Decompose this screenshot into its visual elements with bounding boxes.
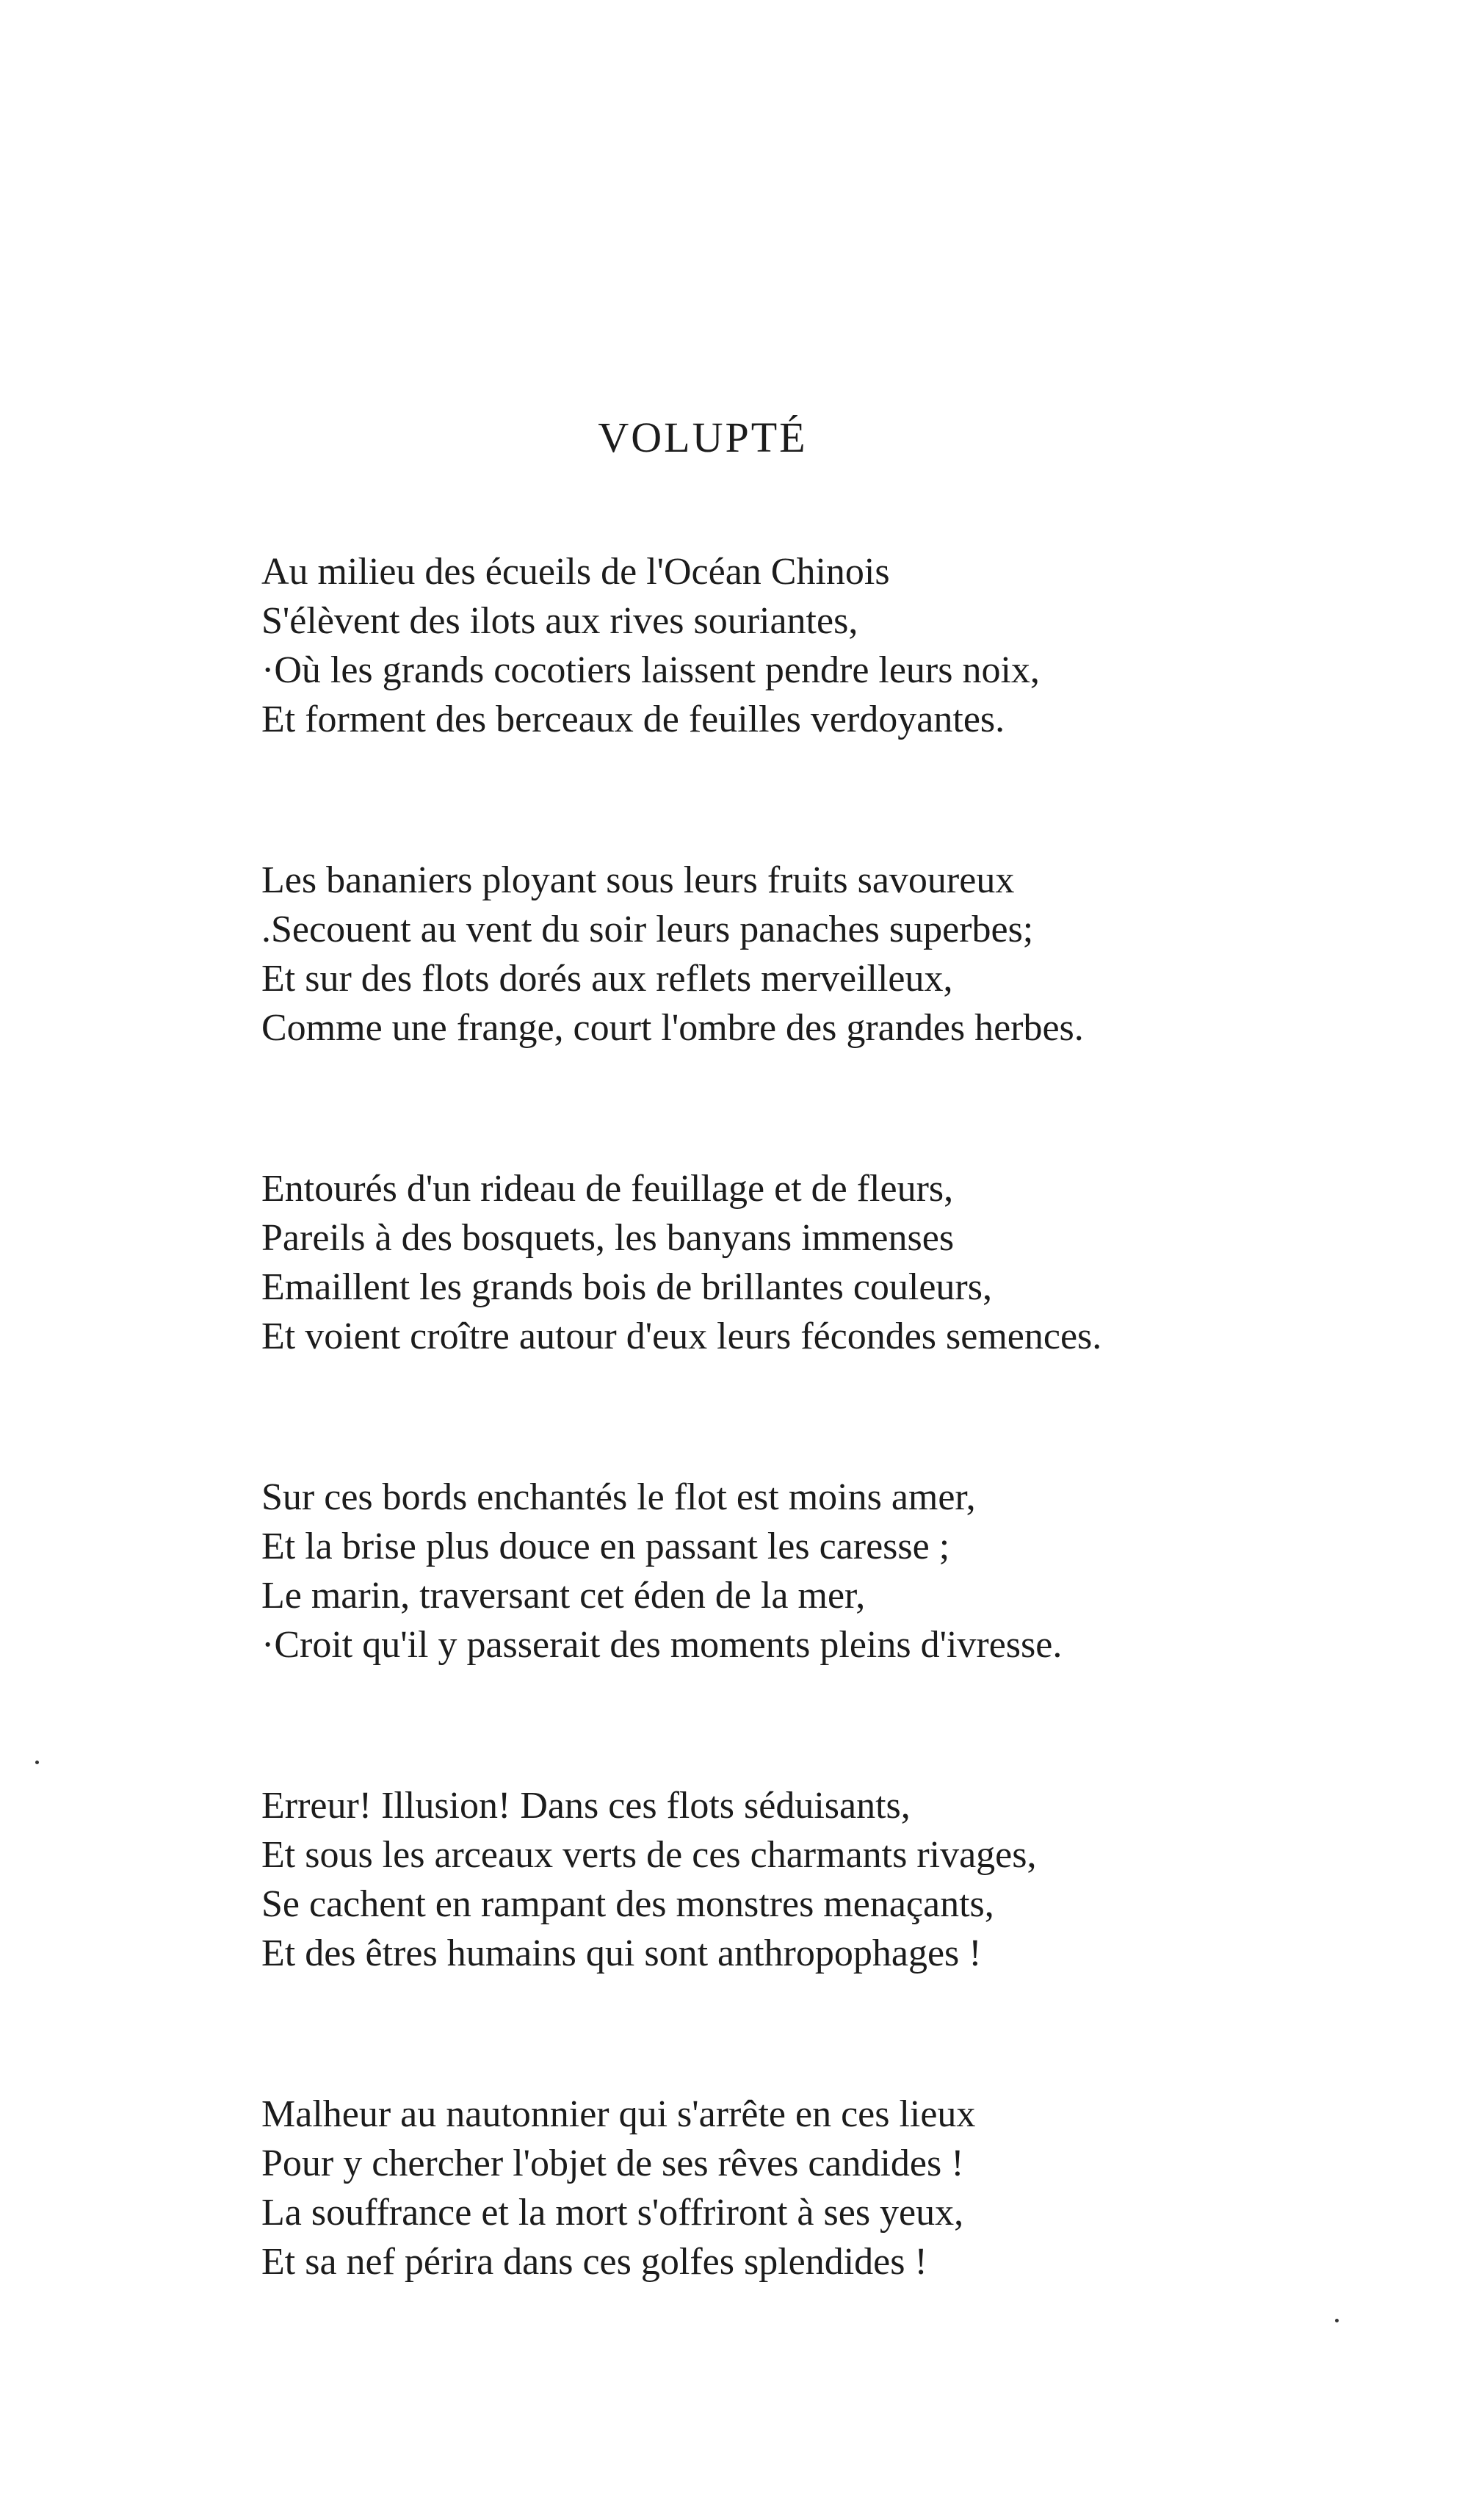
verse-line: Et la brise plus douce en passant les caresse ; xyxy=(261,1526,950,1567)
verse-line: La souffrance et la mort s'offriront à ses yeux, xyxy=(261,2192,964,2234)
verse-line: Pour y chercher l'objet de ses rêves candides ! xyxy=(261,2142,964,2184)
ink-speck xyxy=(1335,2319,1339,2322)
verse-line: .Secouent au vent du soir leurs panaches superbes; xyxy=(261,909,1034,950)
ink-speck xyxy=(35,1761,39,1764)
verse-line: Au milieu des écueils de l'Océan Chinois xyxy=(261,551,890,593)
verse-line: ·Croit qu'il y passerait des moments pleins d'ivresse. xyxy=(261,1624,1063,1666)
stanza-5 xyxy=(261,1781,1363,2090)
stanza-4 xyxy=(261,1473,1363,1781)
verse-line: Et voient croître autour d'eux leurs fécondes semences. xyxy=(261,1315,1102,1357)
verse-line: Et sa nef périra dans ces golfes splendides ! xyxy=(261,2241,927,2283)
verse-line: S'élèvent des ilots aux rives souriantes, xyxy=(261,600,858,642)
verse-line: Malheur au nautonnier qui s'arrête en ces lieux xyxy=(261,2093,976,2135)
stanza-6 xyxy=(261,2090,1363,2398)
stanza-3 xyxy=(261,1164,1363,1473)
verse-line: Et des êtres humains qui sont anthropophages ! xyxy=(261,1932,982,1974)
verse-line: Emaillent les grands bois de brillantes couleurs, xyxy=(261,1266,992,1308)
poem-title: VOLUPTÉ xyxy=(598,414,808,461)
stanza-2 xyxy=(261,856,1363,1164)
verse-line: Erreur! Illusion! Dans ces flots séduisants, xyxy=(261,1785,911,1827)
verse-line: Comme une frange, court l'ombre des grandes herbes. xyxy=(261,1007,1084,1049)
stanza-1 xyxy=(261,547,1363,856)
verse-line: Pareils à des bosquets, les banyans immenses xyxy=(261,1217,955,1259)
verse-line: ·Où les grands cocotiers laissent pendre leurs noix, xyxy=(261,649,1040,691)
verse-line: Les bananiers ployant sous leurs fruits savoureux xyxy=(261,859,1015,901)
verse-line: Se cachent en rampant des monstres menaçants, xyxy=(261,1883,994,1925)
verse-line: Le marin, traversant cet éden de la mer, xyxy=(261,1575,866,1617)
verse-line: Et sous les arceaux verts de ces charmants rivages, xyxy=(261,1834,1037,1876)
verse-line: Et sur des flots dorés aux reflets merveilleux, xyxy=(261,958,953,1000)
verse-line: Sur ces bords enchantés le flot est moins amer, xyxy=(261,1476,976,1518)
verse-line: Entourés d'un rideau de feuillage et de fleurs, xyxy=(261,1168,954,1210)
verse-line: Et forment des berceaux de feuilles verdoyantes. xyxy=(261,698,1005,740)
poem-body xyxy=(261,547,1363,2398)
